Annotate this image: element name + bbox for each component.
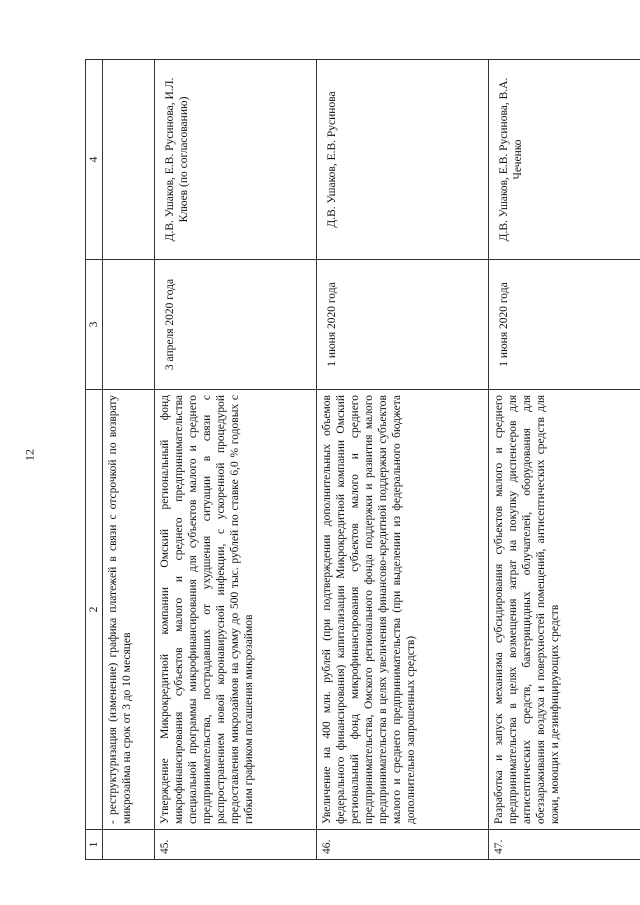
row-responsible <box>103 60 155 260</box>
row-description: Разработка и запуск механизма субсидирования субъектов малого и среднего предпринимательства в целях возмещения затрат на покупку диспенсеров для антисептических средств, бактерицидных облучателей, оборудования для обеззараживания воздуха и поверхностей помещений, антисептических средств для кожи, моющих и дезинфицирующих средств <box>489 390 640 830</box>
header-col-4: 4 <box>86 60 103 260</box>
row-number: 47. <box>489 830 640 860</box>
row-deadline: 3 апреля 2020 года <box>155 260 317 390</box>
row-number: 45. <box>155 830 317 860</box>
row-deadline <box>103 260 155 390</box>
table-rotator <box>85 60 640 860</box>
table-row <box>155 60 317 860</box>
page-number: 12 <box>22 449 37 461</box>
row-description: Утверждение Микрокредитной компании Омский региональный фонд микрофинансирования субъектов малого и среднего предпринимательства специальной программы микрофинансирования для субъектов малого и среднего предпринимательства, пострадавших от ухудшения ситуации в связи с распространением новой коронавирусной инфекции, с ускоренной процедурой предоставления микрозаймов на сумму до 500 тыс. рублей по ставке 6,0 % годовых с гибким графиком погашения микрозаймов <box>155 390 317 830</box>
row-responsible: Д.В. Ушаков, Е.В. Русинова <box>317 60 489 260</box>
row-deadline: 1 июня 2020 года <box>489 260 640 390</box>
measures-table <box>85 59 640 860</box>
row-description: - реструктуризация (изменение) графика платежей в связи с отсрочкой по возврату микрозайма на срок от 3 до 10 месяцев <box>103 390 155 830</box>
table-row <box>489 60 640 860</box>
header-col-1: 1 <box>86 830 103 860</box>
row-deadline: 1 июня 2020 года <box>317 260 489 390</box>
row-number: 46. <box>317 830 489 860</box>
row-responsible: Д.В. Ушаков, Е.В. Русинова, И.Л. Клюев (по согласованию) <box>155 60 317 260</box>
table-row <box>103 60 155 860</box>
row-responsible: Д.В. Ушаков, Е.В. Русинова, В.А. Чеченко <box>489 60 640 260</box>
table-row <box>317 60 489 860</box>
header-col-2: 2 <box>86 390 103 830</box>
header-row <box>86 60 103 860</box>
row-description: Увеличение на 400 млн. рублей (при подтверждении дополнительных объемов федерального финансирования) капитализации Микрокредитной компании Омский региональный фонд микрофинансирования субъектов малого и среднего предпринимательства, Омского регионального фонда поддержки и развития малого предпринимательства в целях увеличения финансово-кредитной поддержки субъектов малого и среднего предпринимательства (при выделении из федерального бюджета дополнительно запрошенных средств) <box>317 390 489 830</box>
header-col-3: 3 <box>86 260 103 390</box>
row-number <box>103 830 155 860</box>
